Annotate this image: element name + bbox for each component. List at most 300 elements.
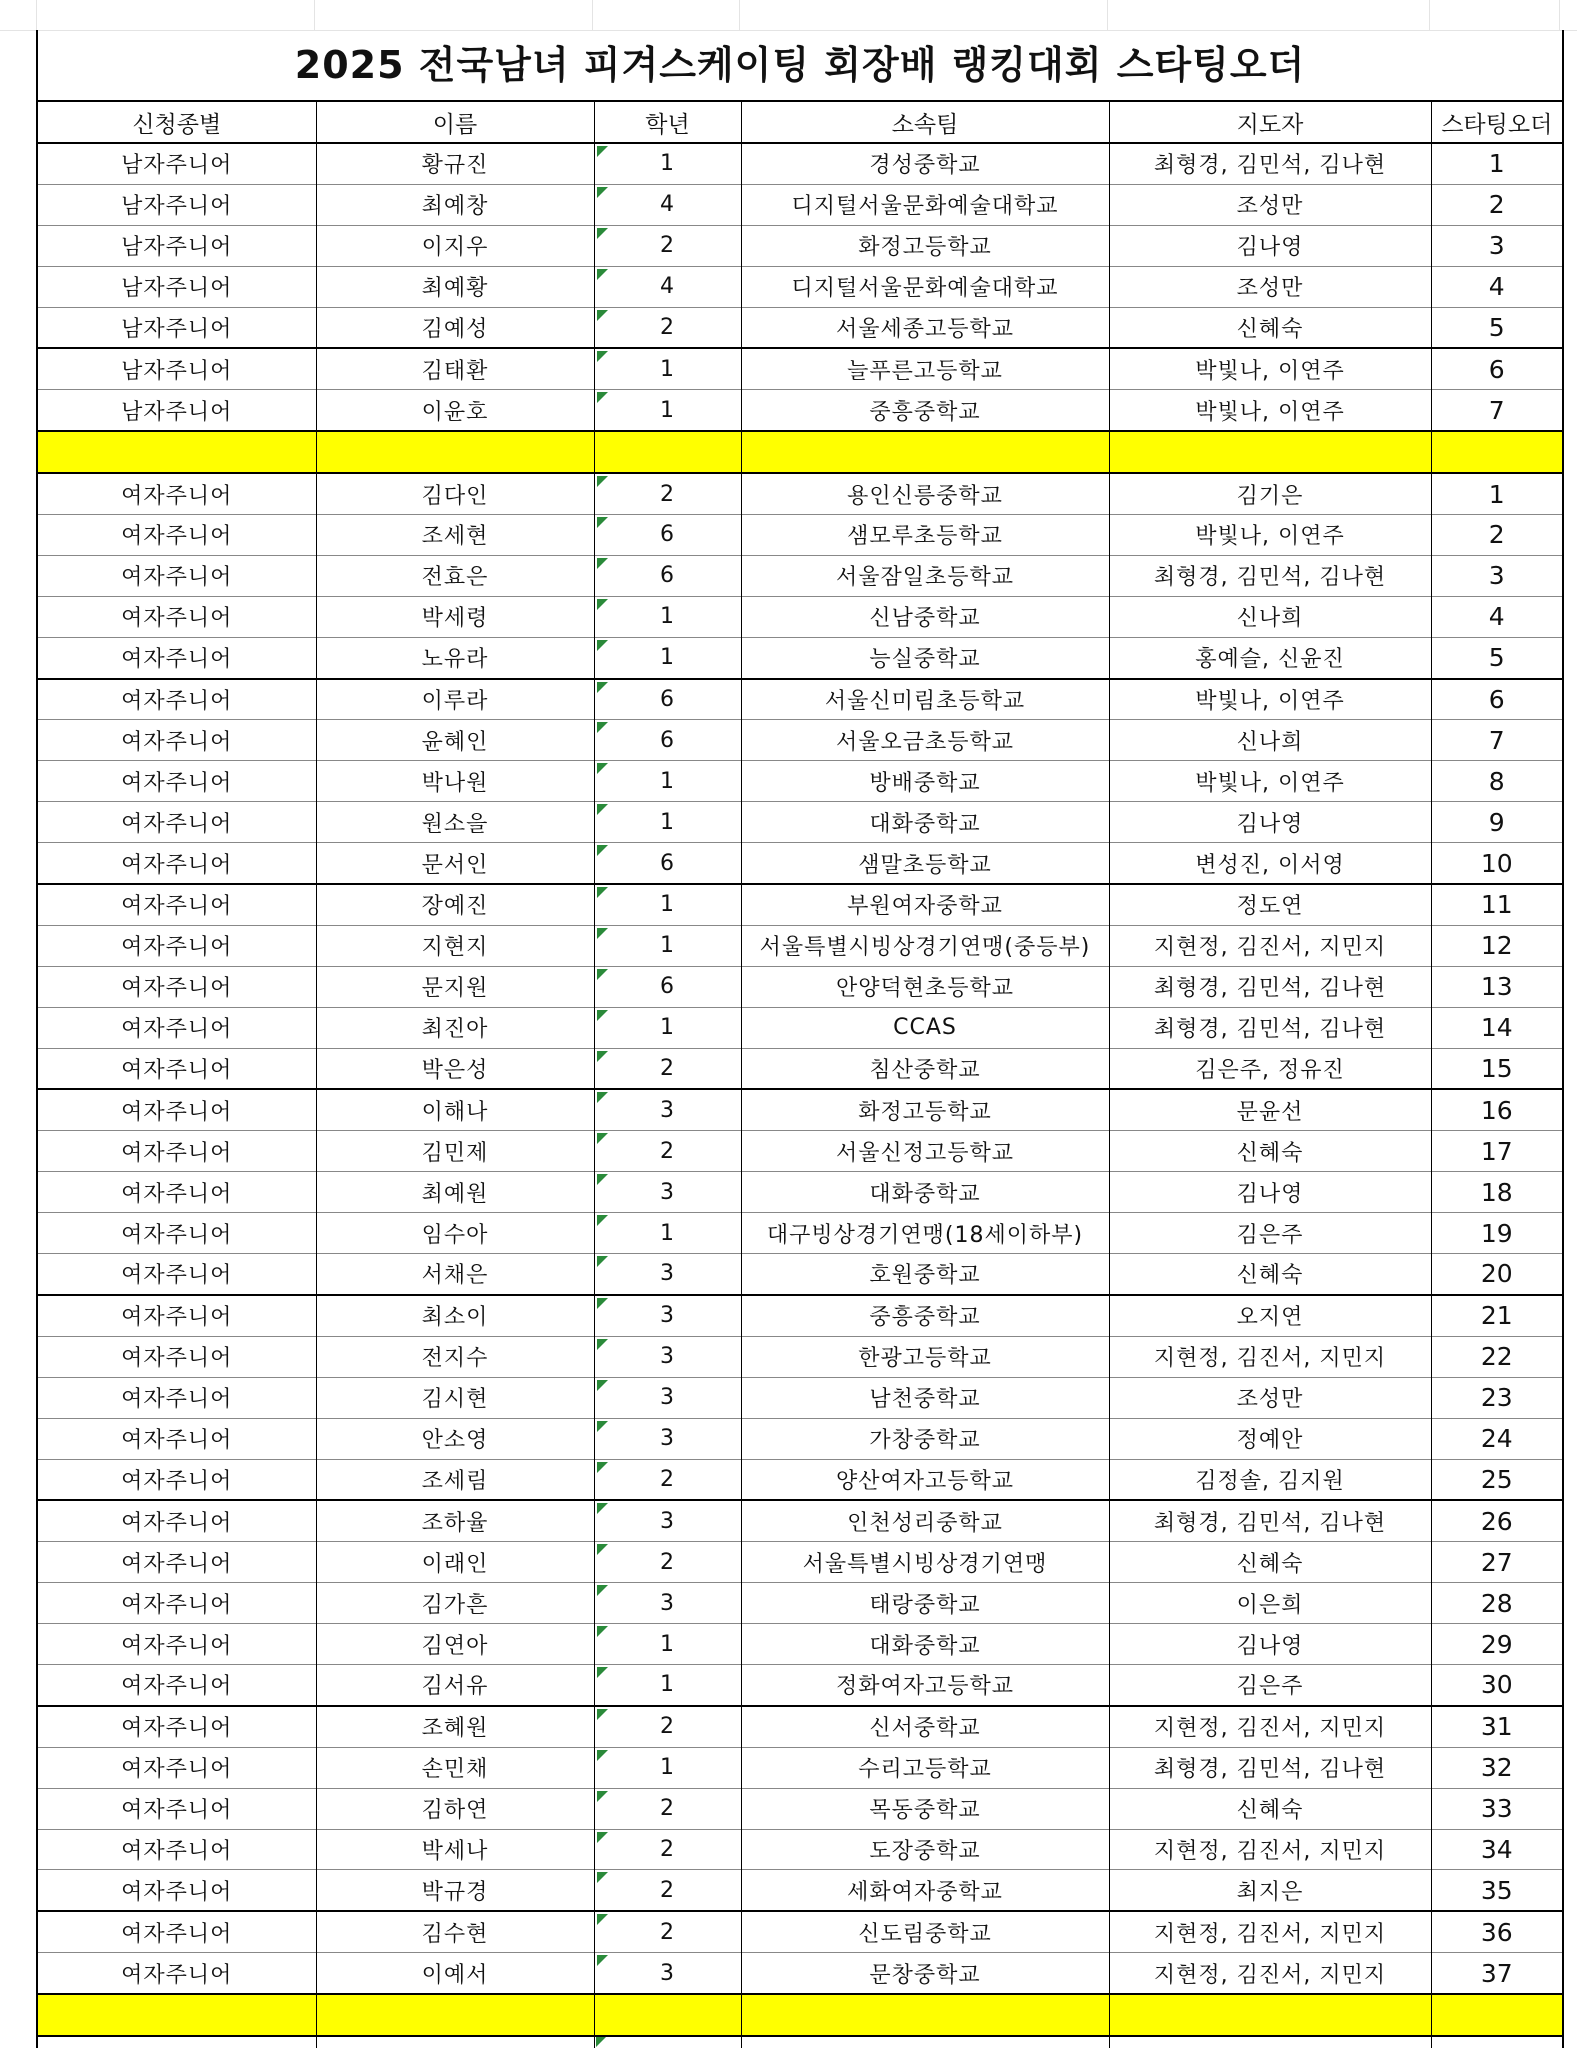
cell-starting-order: 19 <box>1431 1213 1562 1254</box>
cell-coach: 정예안 <box>1109 1418 1431 1459</box>
separator-cell <box>594 1994 741 2036</box>
table-row <box>38 1583 1562 1624</box>
cell-category: 여자주니어 <box>38 843 316 884</box>
cell-category: 여자주니어 <box>38 884 316 925</box>
cell-coach: 김나영 <box>1109 225 1431 266</box>
table-row <box>38 637 1562 678</box>
header-starting-order: 스타팅오더 <box>1431 102 1562 143</box>
table-row <box>38 1418 1562 1459</box>
cell-team: 양산여자고등학교 <box>741 1459 1109 1500</box>
separator-cell <box>1109 1994 1431 2036</box>
cell-team: 목동중학교 <box>741 1788 1109 1829</box>
table-row <box>38 1254 1562 1295</box>
cell-name: 전지수 <box>316 1336 594 1377</box>
cell-category: 여자주니어 <box>38 1747 316 1788</box>
cell-name: 최예황 <box>316 266 594 307</box>
table-row <box>38 679 1562 720</box>
cell-name: 노유라 <box>316 637 594 678</box>
cell-team: 화정고등학교 <box>741 1089 1109 1130</box>
cell-grade: 4 <box>594 184 741 225</box>
table-row <box>38 348 1562 389</box>
cell-name: 안소영 <box>316 1418 594 1459</box>
cell-name: 이래인 <box>316 1542 594 1583</box>
cell-grade: 1 <box>594 348 741 389</box>
cell-team: 서울오금초등학교 <box>741 720 1109 761</box>
cell-name: 문서인 <box>316 843 594 884</box>
cell-starting-order: 21 <box>1431 1295 1562 1336</box>
document-title: 2025 전국남녀 피겨스케이팅 회장배 랭킹대회 스타팅오더 <box>38 30 1562 102</box>
cell-team: 남천중학교 <box>741 1377 1109 1418</box>
cell-starting-order: 18 <box>1431 1172 1562 1213</box>
cell-team: 신남중학교 <box>741 596 1109 637</box>
cell-grade: 1 <box>594 925 741 966</box>
separator-cell <box>38 431 316 473</box>
cell-grade: 1 <box>594 1213 741 1254</box>
cell-starting-order: 6 <box>1431 348 1562 389</box>
separator-cell <box>1431 431 1562 473</box>
cell-grade: 1 <box>594 884 741 925</box>
cell-coach: 신나희 <box>1109 720 1431 761</box>
cell-grade: 6 <box>594 555 741 596</box>
cell-starting-order: 30 <box>1431 1664 1562 1705</box>
table-row <box>38 225 1562 266</box>
table-row <box>38 1172 1562 1213</box>
cell-category: 여자주니어 <box>38 596 316 637</box>
cell-name: 전효은 <box>316 555 594 596</box>
cell-name: 조혜원 <box>316 1706 594 1747</box>
cell-coach: 조성만 <box>1109 184 1431 225</box>
cell-team: 용인신릉중학교 <box>741 473 1109 514</box>
cell-starting-order: 7 <box>1431 720 1562 761</box>
cell-team: 디지털서울문화예술대학교 <box>741 184 1109 225</box>
cell-starting-order: 3 <box>1431 555 1562 596</box>
cell-name: 김서유 <box>316 1664 594 1705</box>
cell-category: 여자주니어 <box>38 1213 316 1254</box>
cell-name: 이예서 <box>316 1953 594 1994</box>
cell-starting-order: 20 <box>1431 1254 1562 1295</box>
cell-category: 여자주니어 <box>38 720 316 761</box>
table-row <box>38 1131 1562 1172</box>
separator-row <box>38 1994 1562 2036</box>
cell-grade: 1 <box>594 1007 741 1048</box>
separator-cell <box>741 431 1109 473</box>
cell-name: 황규진 <box>316 143 594 184</box>
cell-starting-order: 5 <box>1431 637 1562 678</box>
cell-name: 지현지 <box>316 925 594 966</box>
cell-starting-order: 27 <box>1431 1542 1562 1583</box>
cell-category: 여자주니어 <box>38 1911 316 1952</box>
cell-grade: 6 <box>594 720 741 761</box>
cell-name: 이윤호 <box>316 390 594 431</box>
cell-team: 서울신미림초등학교 <box>741 679 1109 720</box>
table-row <box>38 1295 1562 1336</box>
cell-name: 김다인 <box>316 473 594 514</box>
cell-grade: 1 <box>594 1664 741 1705</box>
cell-category: 남자주니어 <box>38 390 316 431</box>
cell-starting-order: 4 <box>1431 266 1562 307</box>
cell-grade: 6 <box>594 966 741 1007</box>
cell-grade: 1 <box>594 761 741 802</box>
cell-coach: 신나희 <box>1109 596 1431 637</box>
cell-name: 문지원 <box>316 966 594 1007</box>
cell-team: 경성중학교 <box>741 143 1109 184</box>
cell-team: 수리고등학교 <box>741 1747 1109 1788</box>
cell-name: 손민채 <box>316 1747 594 1788</box>
cell-starting-order: 2 <box>1431 515 1562 556</box>
table-row <box>38 1870 1562 1911</box>
cell-starting-order: 4 <box>1431 596 1562 637</box>
table-row <box>38 1953 1562 1994</box>
cell-grade: 3 <box>594 1953 741 1994</box>
cell-starting-order: 5 <box>1431 307 1562 348</box>
cell-category: 여자주니어 <box>38 966 316 1007</box>
next-section-partial-row <box>36 2034 1564 2048</box>
cell-team: CCAS <box>741 1007 1109 1048</box>
cell-coach: 김기은 <box>1109 473 1431 514</box>
cell-grade: 3 <box>594 1500 741 1541</box>
cell-name: 김가흔 <box>316 1583 594 1624</box>
cell-team: 능실중학교 <box>741 637 1109 678</box>
cell-category: 여자주니어 <box>38 555 316 596</box>
cell-team: 침산중학교 <box>741 1048 1109 1089</box>
cell-coach: 정도연 <box>1109 884 1431 925</box>
cell-category: 여자주니어 <box>38 1664 316 1705</box>
cell-team: 서울세종고등학교 <box>741 307 1109 348</box>
cell-coach: 김나영 <box>1109 1172 1431 1213</box>
cell-category: 여자주니어 <box>38 1583 316 1624</box>
cell-team: 대화중학교 <box>741 1624 1109 1665</box>
separator-cell <box>741 1994 1109 2036</box>
cell-name: 윤혜인 <box>316 720 594 761</box>
cell-coach: 신혜숙 <box>1109 1254 1431 1295</box>
cell-category: 여자주니어 <box>38 1624 316 1665</box>
cell-grade: 6 <box>594 515 741 556</box>
starting-order-table <box>38 102 1562 2037</box>
cell-category: 남자주니어 <box>38 184 316 225</box>
cell-coach: 조성만 <box>1109 1377 1431 1418</box>
cell-category: 여자주니어 <box>38 515 316 556</box>
table-row <box>38 966 1562 1007</box>
table-row <box>38 266 1562 307</box>
cell-name: 박규경 <box>316 1870 594 1911</box>
cell-team: 호원중학교 <box>741 1254 1109 1295</box>
cell-team: 대화중학교 <box>741 1172 1109 1213</box>
cell-category: 여자주니어 <box>38 1829 316 1870</box>
cell-grade: 3 <box>594 1254 741 1295</box>
cell-team: 부원여자중학교 <box>741 884 1109 925</box>
starting-order-sheet <box>36 30 1564 2037</box>
cell-name: 김태환 <box>316 348 594 389</box>
cell-starting-order: 33 <box>1431 1788 1562 1829</box>
cell-starting-order: 8 <box>1431 761 1562 802</box>
cell-coach: 최형경, 김민석, 김나현 <box>1109 1500 1431 1541</box>
cell-name: 김시현 <box>316 1377 594 1418</box>
cell-coach: 김은주, 정유진 <box>1109 1048 1431 1089</box>
separator-cell <box>594 431 741 473</box>
cell-grade: 1 <box>594 390 741 431</box>
cell-grade: 2 <box>594 307 741 348</box>
cell-category: 여자주니어 <box>38 1089 316 1130</box>
cell-starting-order: 32 <box>1431 1747 1562 1788</box>
cell-grade: 2 <box>594 225 741 266</box>
cell-starting-order: 34 <box>1431 1829 1562 1870</box>
cell-category: 여자주니어 <box>38 1870 316 1911</box>
table-row <box>38 761 1562 802</box>
cell-grade: 3 <box>594 1295 741 1336</box>
cell-category: 여자주니어 <box>38 679 316 720</box>
cell-starting-order: 13 <box>1431 966 1562 1007</box>
cell-name: 김수현 <box>316 1911 594 1952</box>
cell-category: 여자주니어 <box>38 1131 316 1172</box>
cell-name: 김민제 <box>316 1131 594 1172</box>
cell-starting-order: 14 <box>1431 1007 1562 1048</box>
cell-category: 여자주니어 <box>38 925 316 966</box>
cell-category: 남자주니어 <box>38 225 316 266</box>
cell-coach: 이은희 <box>1109 1583 1431 1624</box>
table-row <box>38 1542 1562 1583</box>
cell-name: 박나원 <box>316 761 594 802</box>
cell-starting-order: 3 <box>1431 225 1562 266</box>
cell-name: 조세현 <box>316 515 594 556</box>
cell-grade: 3 <box>594 1089 741 1130</box>
table-row <box>38 596 1562 637</box>
cell-name: 이지우 <box>316 225 594 266</box>
cell-starting-order: 29 <box>1431 1624 1562 1665</box>
cell-starting-order: 9 <box>1431 802 1562 843</box>
cell-team: 정화여자고등학교 <box>741 1664 1109 1705</box>
table-row <box>38 1788 1562 1829</box>
cell-team: 도장중학교 <box>741 1829 1109 1870</box>
cell-team: 서울특별시빙상경기연맹 <box>741 1542 1109 1583</box>
cell-category: 남자주니어 <box>38 348 316 389</box>
cell-team: 디지털서울문화예술대학교 <box>741 266 1109 307</box>
cell-team: 서울특별시빙상경기연맹(중등부) <box>741 925 1109 966</box>
cell-category: 여자주니어 <box>38 1418 316 1459</box>
table-row <box>38 1336 1562 1377</box>
cell-category: 여자주니어 <box>38 761 316 802</box>
table-row <box>38 1829 1562 1870</box>
cell-team: 대구빙상경기연맹(18세이하부) <box>741 1213 1109 1254</box>
separator-row <box>38 431 1562 473</box>
cell-starting-order: 25 <box>1431 1459 1562 1500</box>
table-row <box>38 307 1562 348</box>
cell-coach: 조성만 <box>1109 266 1431 307</box>
cell-grade: 1 <box>594 637 741 678</box>
table-row <box>38 515 1562 556</box>
cell-starting-order: 1 <box>1431 143 1562 184</box>
cell-coach: 박빛나, 이연주 <box>1109 761 1431 802</box>
cell-category: 여자주니어 <box>38 1953 316 1994</box>
cell-name: 원소을 <box>316 802 594 843</box>
cell-name: 박세령 <box>316 596 594 637</box>
header-grade: 학년 <box>594 102 741 143</box>
cell-grade: 1 <box>594 143 741 184</box>
cell-name: 최예창 <box>316 184 594 225</box>
cell-coach: 최지은 <box>1109 1870 1431 1911</box>
table-row <box>38 1377 1562 1418</box>
cell-grade: 2 <box>594 1911 741 1952</box>
cell-coach: 박빛나, 이연주 <box>1109 679 1431 720</box>
cell-coach: 박빛나, 이연주 <box>1109 515 1431 556</box>
cell-grade: 3 <box>594 1172 741 1213</box>
cell-coach: 오지연 <box>1109 1295 1431 1336</box>
table-row <box>38 1624 1562 1665</box>
cell-team: 세화여자중학교 <box>741 1870 1109 1911</box>
cell-grade: 2 <box>594 1870 741 1911</box>
cell-name: 최예원 <box>316 1172 594 1213</box>
cell-grade: 3 <box>594 1418 741 1459</box>
cell-starting-order: 7 <box>1431 390 1562 431</box>
cell-grade: 1 <box>594 802 741 843</box>
table-row <box>38 555 1562 596</box>
cell-category: 여자주니어 <box>38 1336 316 1377</box>
cell-team: 가창중학교 <box>741 1418 1109 1459</box>
cell-coach: 신혜숙 <box>1109 1542 1431 1583</box>
cell-category: 남자주니어 <box>38 143 316 184</box>
cell-coach: 김나영 <box>1109 1624 1431 1665</box>
cell-starting-order: 2 <box>1431 184 1562 225</box>
cell-grade: 4 <box>594 266 741 307</box>
separator-cell <box>38 1994 316 2036</box>
cell-name: 최소이 <box>316 1295 594 1336</box>
table-row <box>38 843 1562 884</box>
cell-team: 서울잠일초등학교 <box>741 555 1109 596</box>
cell-category: 여자주니어 <box>38 1459 316 1500</box>
cell-name: 박은성 <box>316 1048 594 1089</box>
cell-coach: 지현정, 김진서, 지민지 <box>1109 1336 1431 1377</box>
cell-name: 김예성 <box>316 307 594 348</box>
cell-coach: 김정솔, 김지원 <box>1109 1459 1431 1500</box>
cell-starting-order: 36 <box>1431 1911 1562 1952</box>
cell-team: 안양덕현초등학교 <box>741 966 1109 1007</box>
table-row <box>38 1500 1562 1541</box>
cell-category: 여자주니어 <box>38 1048 316 1089</box>
cell-category: 여자주니어 <box>38 1254 316 1295</box>
cell-starting-order: 23 <box>1431 1377 1562 1418</box>
table-row <box>38 473 1562 514</box>
cell-coach: 지현정, 김진서, 지민지 <box>1109 1911 1431 1952</box>
cell-name: 이해나 <box>316 1089 594 1130</box>
header-name: 이름 <box>316 102 594 143</box>
cell-name: 임수아 <box>316 1213 594 1254</box>
cell-starting-order: 26 <box>1431 1500 1562 1541</box>
cell-category: 여자주니어 <box>38 1706 316 1747</box>
cell-category: 남자주니어 <box>38 266 316 307</box>
cell-coach: 최형경, 김민석, 김나현 <box>1109 143 1431 184</box>
separator-cell <box>316 431 594 473</box>
cell-grade: 6 <box>594 843 741 884</box>
cell-team: 대화중학교 <box>741 802 1109 843</box>
table-row <box>38 1911 1562 1952</box>
cell-name: 김연아 <box>316 1624 594 1665</box>
cell-team: 한광고등학교 <box>741 1336 1109 1377</box>
table-row <box>38 1664 1562 1705</box>
cell-grade: 1 <box>594 596 741 637</box>
cell-starting-order: 28 <box>1431 1583 1562 1624</box>
cell-coach: 박빛나, 이연주 <box>1109 390 1431 431</box>
cell-coach: 변성진, 이서영 <box>1109 843 1431 884</box>
cell-starting-order: 15 <box>1431 1048 1562 1089</box>
cell-starting-order: 31 <box>1431 1706 1562 1747</box>
cell-grade: 3 <box>594 1377 741 1418</box>
table-row <box>38 1048 1562 1089</box>
cell-coach: 김나영 <box>1109 802 1431 843</box>
cell-team: 문창중학교 <box>741 1953 1109 1994</box>
cell-team: 태랑중학교 <box>741 1583 1109 1624</box>
cell-coach: 최형경, 김민석, 김나현 <box>1109 1747 1431 1788</box>
cell-starting-order: 6 <box>1431 679 1562 720</box>
cell-grade: 2 <box>594 1459 741 1500</box>
cell-grade: 2 <box>594 1829 741 1870</box>
table-row <box>38 884 1562 925</box>
cell-coach: 최형경, 김민석, 김나현 <box>1109 1007 1431 1048</box>
cell-starting-order: 24 <box>1431 1418 1562 1459</box>
header-category: 신청종별 <box>38 102 316 143</box>
cell-coach: 김은주 <box>1109 1213 1431 1254</box>
cell-coach: 홍예슬, 신윤진 <box>1109 637 1431 678</box>
table-row <box>38 390 1562 431</box>
cell-team: 중흥중학교 <box>741 1295 1109 1336</box>
cell-category: 여자주니어 <box>38 1295 316 1336</box>
cell-team: 늘푸른고등학교 <box>741 348 1109 389</box>
cell-team: 신도림중학교 <box>741 1911 1109 1952</box>
cell-category: 여자주니어 <box>38 1542 316 1583</box>
cell-coach: 최형경, 김민석, 김나현 <box>1109 966 1431 1007</box>
cell-grade: 2 <box>594 1788 741 1829</box>
cell-name: 박세나 <box>316 1829 594 1870</box>
table-row <box>38 720 1562 761</box>
cell-team: 인천성리중학교 <box>741 1500 1109 1541</box>
table-row <box>38 1459 1562 1500</box>
table-row <box>38 1706 1562 1747</box>
cell-coach: 김은주 <box>1109 1664 1431 1705</box>
cell-category: 여자주니어 <box>38 802 316 843</box>
cell-coach: 지현정, 김진서, 지민지 <box>1109 1829 1431 1870</box>
cell-category: 여자주니어 <box>38 1007 316 1048</box>
cell-coach: 신혜숙 <box>1109 1131 1431 1172</box>
cell-coach: 지현정, 김진서, 지민지 <box>1109 1953 1431 1994</box>
cell-team: 화정고등학교 <box>741 225 1109 266</box>
table-row <box>38 143 1562 184</box>
table-row <box>38 1747 1562 1788</box>
cell-name: 조하율 <box>316 1500 594 1541</box>
separator-cell <box>1109 431 1431 473</box>
cell-starting-order: 1 <box>1431 473 1562 514</box>
cell-starting-order: 17 <box>1431 1131 1562 1172</box>
cell-category: 여자주니어 <box>38 1377 316 1418</box>
cell-grade: 2 <box>594 1131 741 1172</box>
cell-name: 김하연 <box>316 1788 594 1829</box>
cell-grade: 2 <box>594 1542 741 1583</box>
cell-grade: 3 <box>594 1336 741 1377</box>
table-row <box>38 802 1562 843</box>
table-row <box>38 1213 1562 1254</box>
cell-team: 중흥중학교 <box>741 390 1109 431</box>
cell-coach: 신혜숙 <box>1109 1788 1431 1829</box>
table-row <box>38 1007 1562 1048</box>
cell-starting-order: 16 <box>1431 1089 1562 1130</box>
cell-category: 남자주니어 <box>38 307 316 348</box>
cell-team: 서울신정고등학교 <box>741 1131 1109 1172</box>
cell-grade: 3 <box>594 1583 741 1624</box>
cell-name: 장예진 <box>316 884 594 925</box>
header-row <box>38 102 1562 143</box>
cell-coach: 박빛나, 이연주 <box>1109 348 1431 389</box>
cell-starting-order: 10 <box>1431 843 1562 884</box>
cell-category: 여자주니어 <box>38 1788 316 1829</box>
cell-name: 서채은 <box>316 1254 594 1295</box>
cell-name: 최진아 <box>316 1007 594 1048</box>
